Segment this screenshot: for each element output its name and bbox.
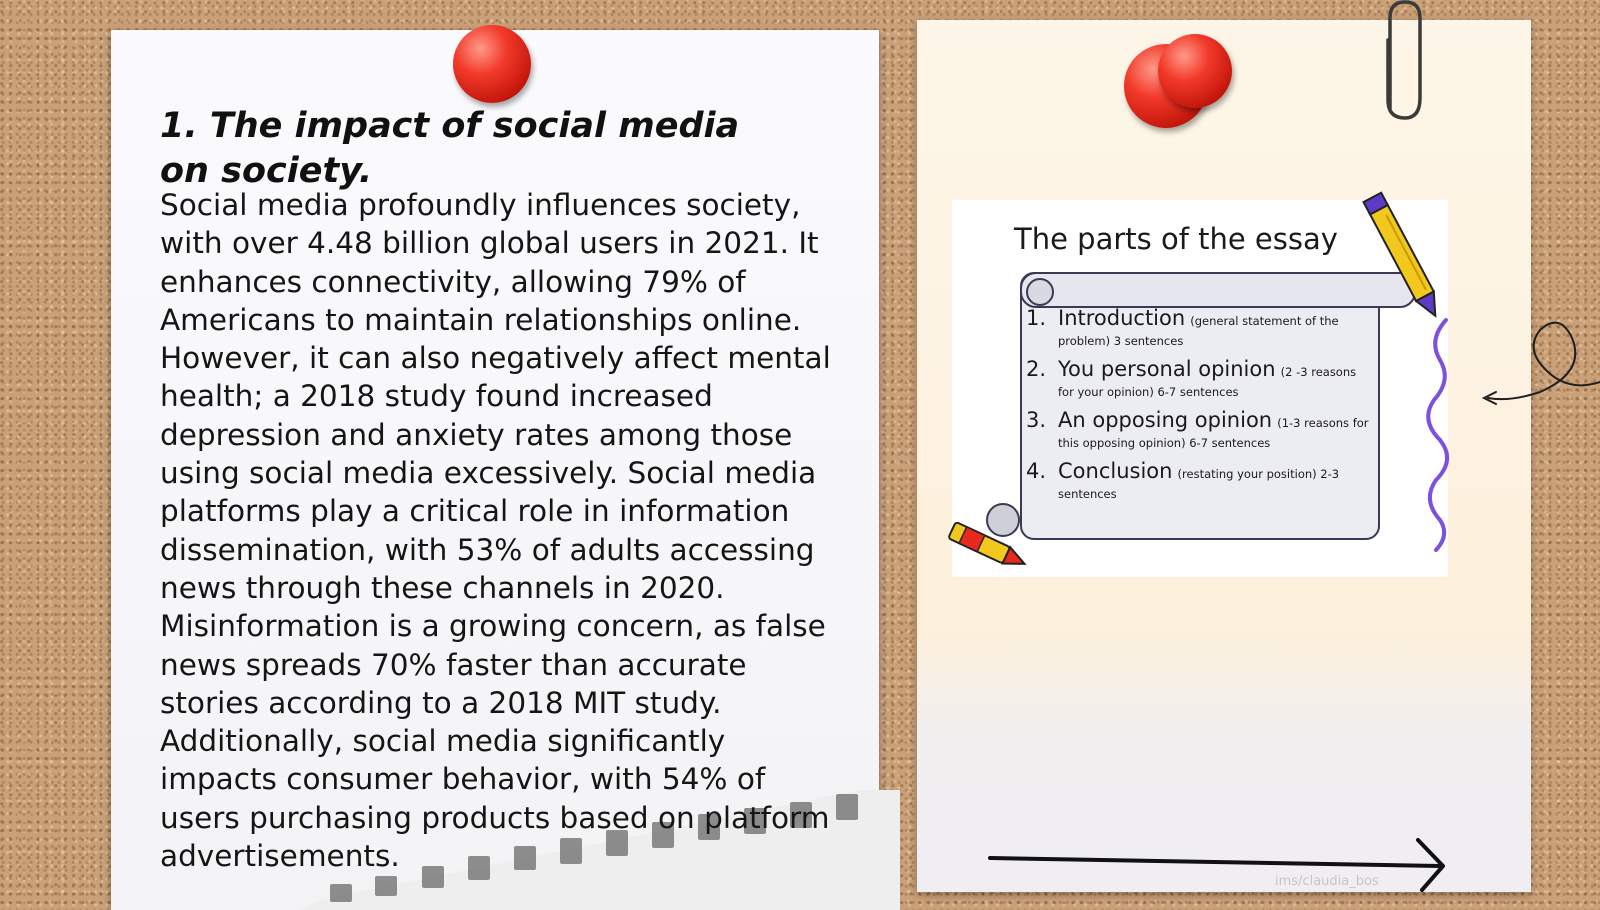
item-detail: (general statement of the problem) 3 sentences xyxy=(1058,314,1339,348)
item-title: Introduction xyxy=(1058,306,1186,330)
item-number: 2. xyxy=(1026,357,1047,381)
item-number: 1. xyxy=(1026,306,1047,330)
item-detail: (2 -3 reasons for your opinion) 6-7 sentences xyxy=(1058,365,1357,399)
watermark-text: ims/claudia_bos xyxy=(1275,874,1379,889)
item-title: Conclusion xyxy=(1058,459,1173,483)
note-heading: 1. The impact of social media on society. xyxy=(160,106,740,191)
item-number: 3. xyxy=(1026,408,1047,432)
item-detail: (restating your position) 2-3 sentences xyxy=(1058,467,1340,501)
essay-parts-title: The parts of the essay xyxy=(1014,222,1338,256)
note-body-text: Social media profoundly influences society, with over 4.48 billion global users in 2021. It enhances connectivity, allowing 79% of Americans to maintain relationships online. However, it can also negatively affect mental health; a 2018 study found increased depression and anxiety rates among those using social media excessively. Social media platforms play a critical role in information dissemination, with 53% of adults accessing news through these channels in 2020. Misinformation is a growing concern, as false news spreads 70% faster than accurate stories according to a 2018 MIT study. Additionally, social media significantly impacts consumer behavior, with 54% of users purchasing products based on platform advertisements. xyxy=(160,188,831,874)
item-number: 4. xyxy=(1026,459,1047,483)
item-detail: (1-3 reasons for this opposing opinion) 6-7 sentences xyxy=(1058,416,1369,450)
item-title: An opposing opinion xyxy=(1058,408,1273,432)
item-title: You personal opinion xyxy=(1058,357,1276,381)
